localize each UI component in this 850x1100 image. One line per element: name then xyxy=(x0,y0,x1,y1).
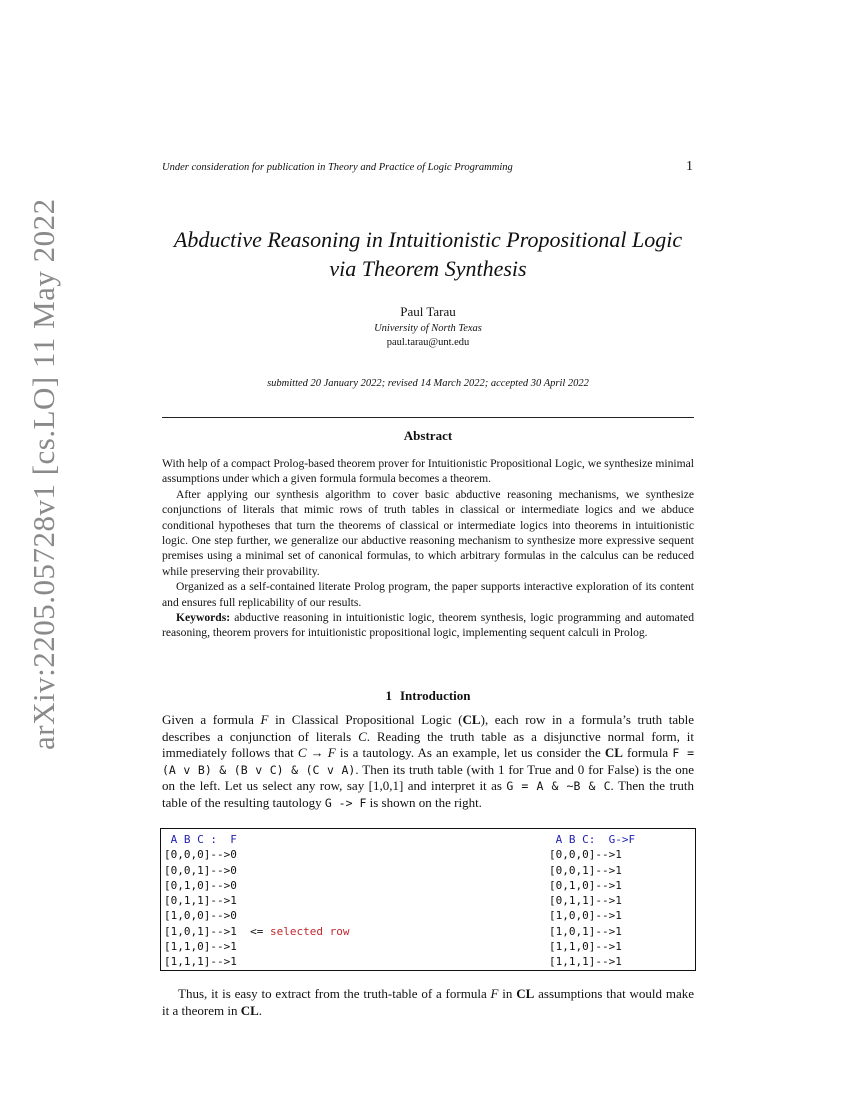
conjunction-symbol: C xyxy=(358,728,367,744)
table-row: [1,1,0]-->1 xyxy=(549,940,622,954)
table-row: [0,1,0]-->1 xyxy=(549,878,622,892)
table-row: [0,1,1]-->1 xyxy=(549,894,622,908)
table-row: [0,0,0]-->0 xyxy=(164,848,237,862)
truth-table-listing xyxy=(160,828,696,971)
left-truth-table xyxy=(164,832,349,970)
formula-code: F = (A v B) & (B v C) & (C v A) xyxy=(162,746,694,777)
selection-arrow: <= xyxy=(250,924,264,938)
section-number: 1 xyxy=(385,688,392,703)
author-affiliation: University of North Texas xyxy=(374,323,482,334)
implication-expression: C → F xyxy=(297,745,336,760)
keywords-text: abductive reasoning in intuitionistic logic, theorem synthesis, logic programming and automated reasoning, theorem provers for intuitionistic propositional logic, implementing sequent calculi in Prolog. xyxy=(162,611,694,640)
table-row: [1,0,0]-->0 xyxy=(164,909,237,923)
section-title: Introduction xyxy=(399,688,471,703)
table-row: [1,1,0]-->1 xyxy=(164,940,237,954)
logic-abbrev: CL xyxy=(462,712,481,727)
running-head: Under consideration for publication in Theory and Practice of Logic Programming xyxy=(162,162,513,173)
table-row: [0,1,1]-->1 xyxy=(164,894,237,908)
tautology-code: G -> F xyxy=(324,795,367,810)
abstract-body xyxy=(162,456,694,641)
formula-symbol: F xyxy=(490,986,499,1001)
author-name: Paul Tarau xyxy=(400,304,456,319)
left-table-header: A B C : F xyxy=(164,833,237,846)
table-row: [0,0,0]-->1 xyxy=(549,848,622,862)
selected-row-code: G = A & ~B & C xyxy=(506,779,611,793)
author-email: paul.tarau@unt.edu xyxy=(386,337,470,348)
closing-paragraph: Thus, it is easy to extract from the truth-table of a formula F in CL assumptions that would make it a theorem in CL. xyxy=(162,986,694,1018)
table-row: [0,0,1]-->0 xyxy=(164,863,237,877)
keywords-label: Keywords: xyxy=(176,611,231,625)
page-number: 1 xyxy=(686,159,693,174)
abstract-paragraph: With help of a compact Prolog-based theorem prover for Intuitionistic Propositional Logic, we synthesize minimal assumptions under which a given formula formula becomes a theorem. xyxy=(162,457,694,486)
right-truth-table xyxy=(549,832,635,970)
table-row: [0,1,0]-->0 xyxy=(164,878,237,892)
selection-note: selected row xyxy=(269,924,350,938)
table-row: [1,1,1]-->1 xyxy=(164,955,237,969)
selected-table-row: [1,0,1]-->1 <= selected row xyxy=(164,924,350,938)
table-row: [1,0,0]-->1 xyxy=(549,909,622,923)
paper-title: Abductive Reasoning in Intuitionistic Propositional Logic via Theorem Synthesis xyxy=(173,227,683,281)
formula-symbol: F xyxy=(260,712,269,727)
section-heading xyxy=(162,688,694,704)
table-row: [1,1,1]-->1 xyxy=(549,955,622,969)
horizontal-rule xyxy=(162,417,694,418)
logic-abbrev: CL xyxy=(516,986,535,1001)
right-table-header: A B C: G->F xyxy=(549,833,636,846)
logic-abbrev: CL xyxy=(240,1003,259,1018)
keywords-paragraph xyxy=(162,610,694,641)
table-row: [0,0,1]-->1 xyxy=(549,863,622,877)
abstract-paragraph: Organized as a self-contained literate Prolog program, the paper supports interactive exploration of its content and ensures full replicability of our results. xyxy=(162,580,694,609)
table-row: [1,0,1]-->1 xyxy=(549,924,622,938)
abstract-heading: Abstract xyxy=(403,428,453,443)
abstract-paragraph: After applying our synthesis algorithm to cover basic abductive reasoning mechanisms, we synthesize conjunctions of literals that mimic rows of truth tables in classical or intermediate logics and we abduce conditional hypotheses that turn the theorems of classical or intermediate logics into theorems in intuitionistic logic. One step further, we generalize our abductive reasoning mechanism to synthesize more expressive sequent premises using a minimal set of canonical formulas, to which arbitrary formulas in the calculus can be reduced while preserving their provability. xyxy=(162,487,694,578)
logic-abbrev: CL xyxy=(604,745,623,760)
arxiv-identifier-stamp: arXiv:2205.05728v1 [cs.LO] 11 May 2022 xyxy=(26,198,61,750)
submission-dates: submitted 20 January 2022; revised 14 March 2022; accepted 30 April 2022 xyxy=(267,378,589,389)
intro-paragraph: Given a formula F in Classical Propositional Logic (CL), each row in a formula’s truth table describes a conjunction of literals C. Reading the truth table as a disjunctive normal form, it immediately follows that C → F is a tautology. As an example, let us consider the CL formula F = (A v B) & (B v C) & (C v A). Then its truth table (with 1 for True and 0 for False) is the one on the left. Let us select any row, say [1,0,1] and interpret it as G = A & ~B & C. Then the truth table of the resulting tautology G -> F is shown on the right. xyxy=(162,712,694,810)
